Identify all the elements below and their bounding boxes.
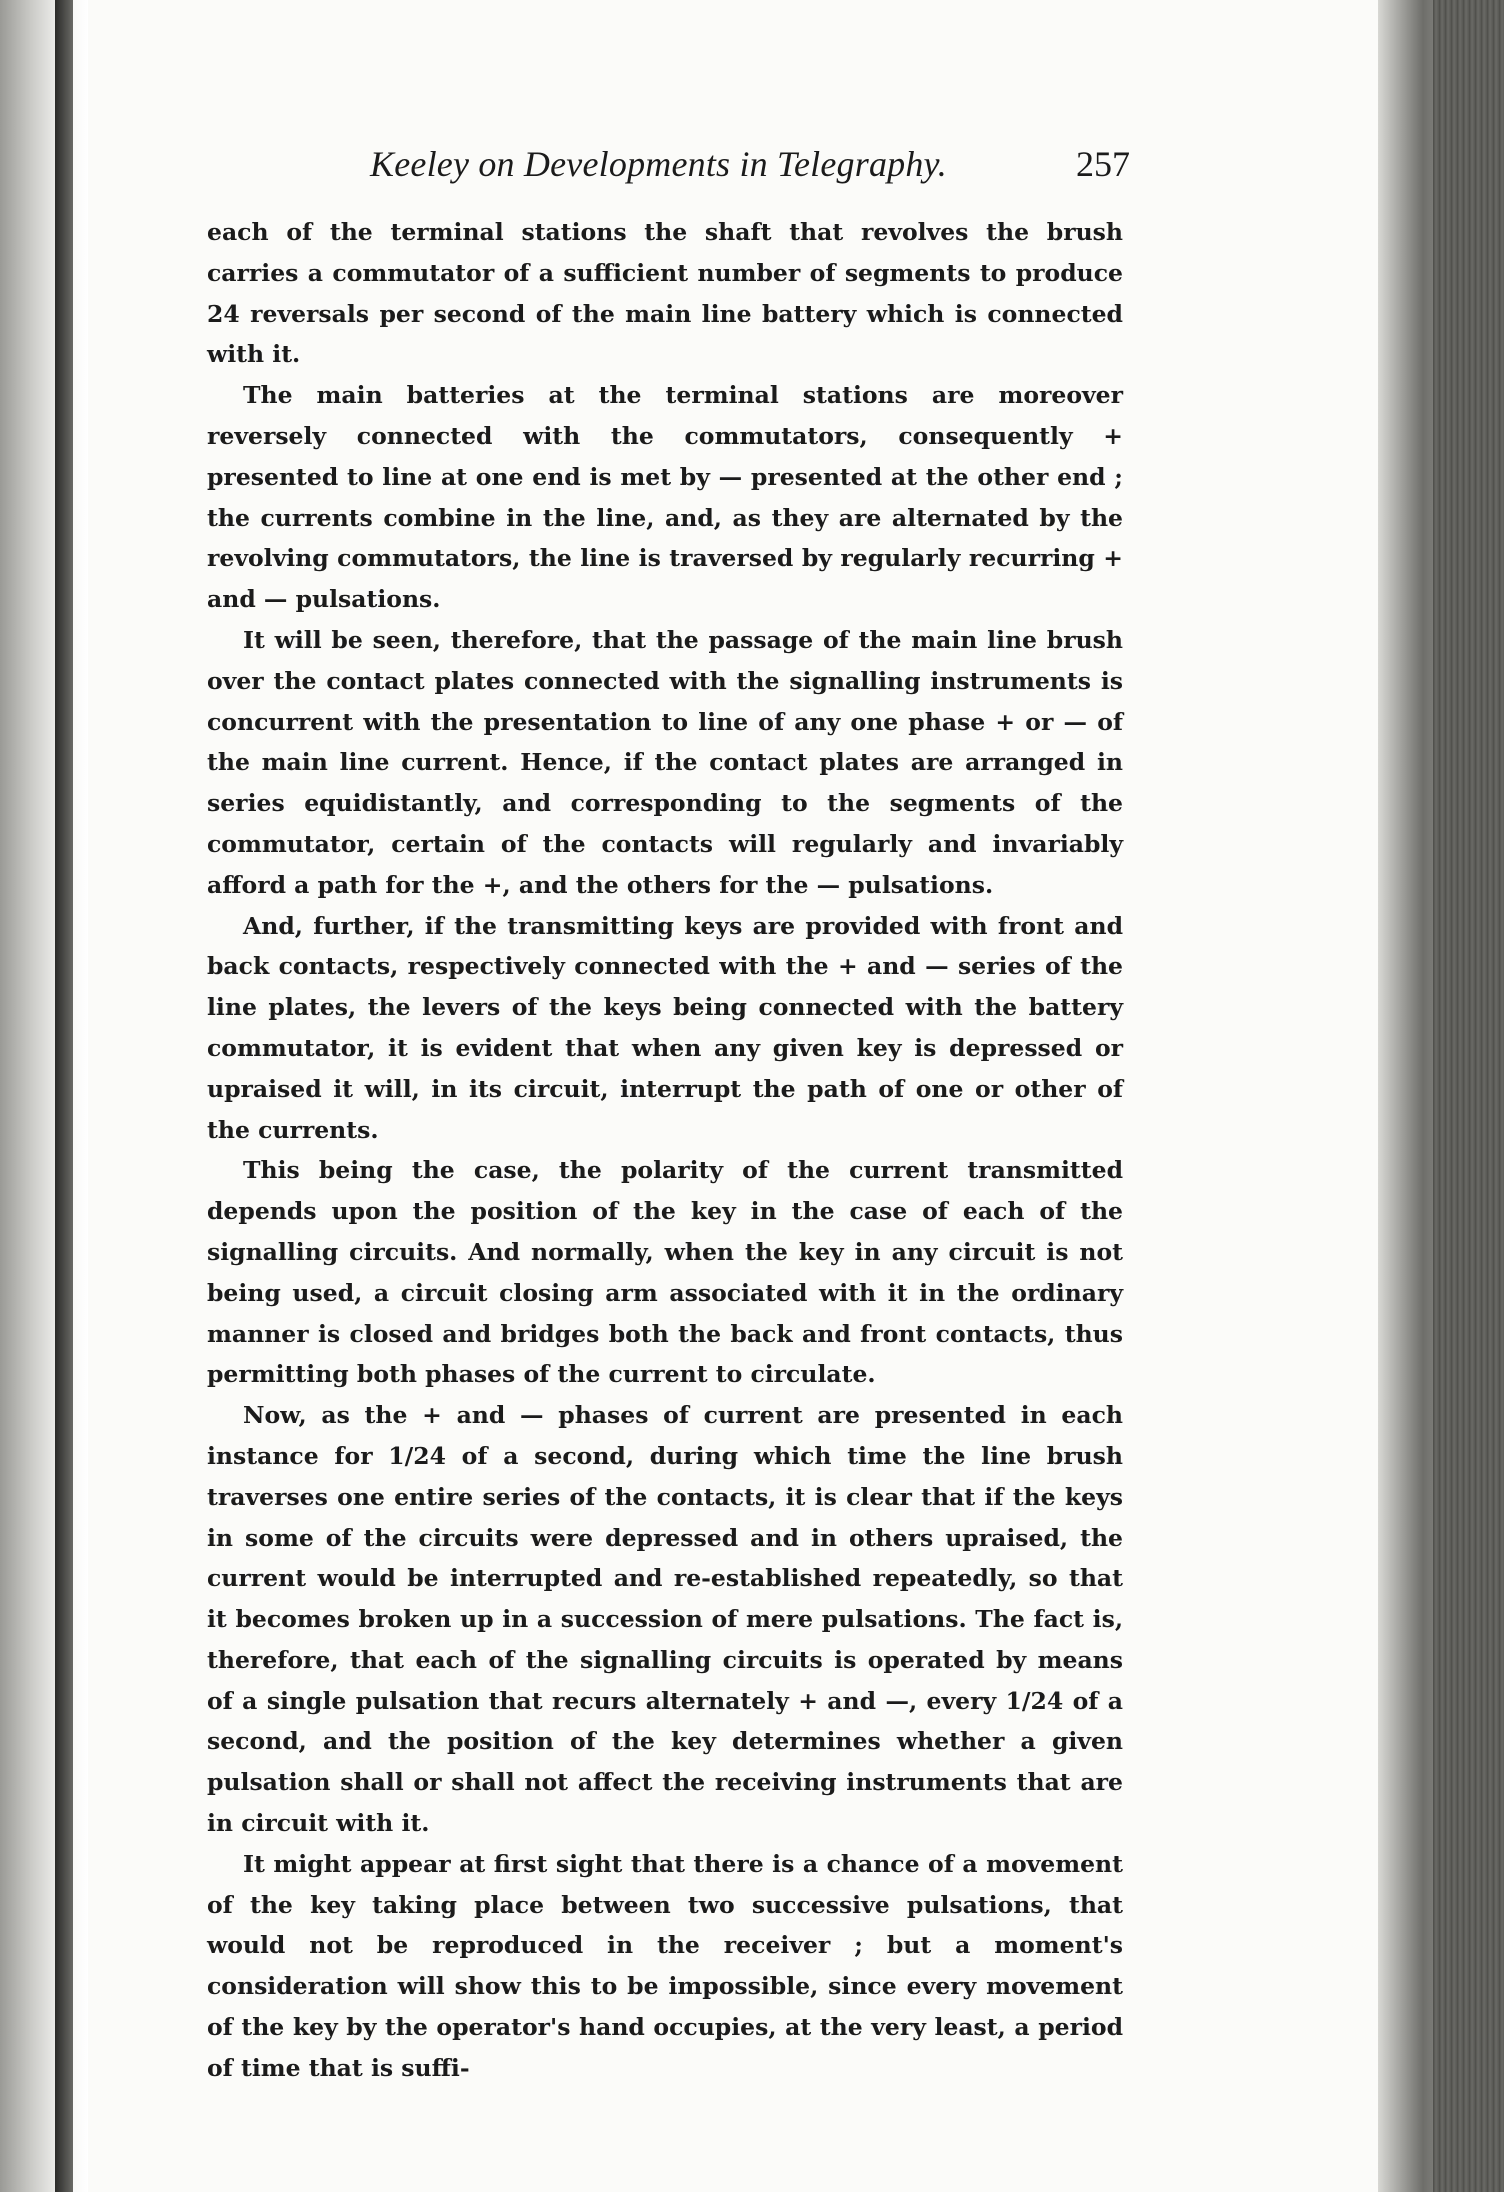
body-text — [207, 212, 1123, 2089]
left-binding-edge — [55, 0, 73, 2192]
book-cover-edge — [1433, 0, 1504, 2192]
running-title: Keeley on Developments in Telegraphy. — [370, 144, 947, 184]
paragraph: The main batteries at the terminal stations are moreover reversely connected with the commutators, consequently + presented to line at one end is met by — presented at the other end ; the currents combine in the line, and, as they are alternated by the revolving commutators, the line is traversed by regularly recurring + and — pulsations. — [207, 381, 1123, 614]
paragraph: It might appear at first sight that there is a chance of a movement of the key taking place between two successive pulsations, that would not be reproduced in the receiver ; but a moment's consideration will show this to be impossible, since every movement of the key by the operator's hand occupies, at the very least, a period of time that is suffi- — [207, 1849, 1123, 2082]
paragraph: This being the case, the polarity of the current transmitted depends upon the position of the key in the case of each of the signalling circuits. And normally, when the key in any circuit is not being used, a circuit closing arm associated with it in the ordinary manner is closed and bridges both the back and front contacts, thus permitting both phases of the current to circulate. — [207, 1156, 1123, 1389]
paragraph: And, further, if the transmitting keys are provided with front and back contacts, respectively connected with the + and — series of the line plates, the levers of the keys being connected with the battery commutator, it is evident that when any given key is depressed or upraised it will, in its circuit, interrupt the path of one or other of the currents. — [207, 911, 1123, 1144]
paragraph: Now, as the + and — phases of current are presented in each instance for 1/24 of a second, during which time the line brush traverses one entire series of the contacts, it is clear that if the keys in some of the circuits were depressed and in others upraised, the current would be interrupted and re-established repeatedly, so that it becomes broken up in a succession of mere pulsations. The fact is, therefore, that each of the signalling circuits is operated by means of a single pulsation that recurs alternately + and —, every 1/24 of a second, and the position of the key determines whether a given pulsation shall or shall not affect the receiving instruments that are in circuit with it. — [207, 1401, 1123, 1838]
page-number: 257 — [1076, 144, 1130, 184]
right-binding — [1378, 0, 1504, 2192]
left-binding — [0, 0, 88, 2192]
paragraph: It will be seen, therefore, that the passage of the main line brush over the contact plates connected with the signalling instruments is concurrent with the presentation to line of any one phase + or — of the main line current. Hence, if the contact plates are arranged in series equidistantly, and corresponding to the segments of the commutator, certain of the contacts will regularly and invariably afford a path for the +, and the others for the — pulsations. — [207, 625, 1123, 899]
paragraph: each of the terminal stations the shaft that revolves the brush carries a commutator of a sufficient number of segments to produce 24 reversals per second of the main line battery which is connected with it. — [207, 218, 1123, 369]
page-header — [370, 143, 1130, 191]
